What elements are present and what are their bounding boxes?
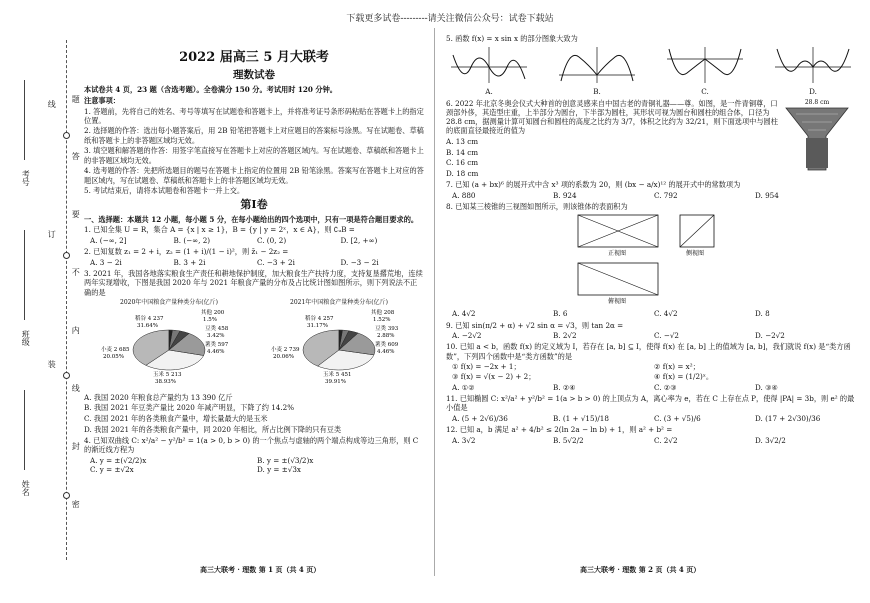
option: D. −3 − 2i — [340, 257, 379, 267]
question-6: 6. 2022 年北京冬奥会仪式大种首的创意灵感来自中国古老的青铜礼器——尊。如图，是一件青铜尊，口颈部外侈，其造型庄重，上半部分为圆台，下半部为圆柱，其形状可视为圆台和圆柱的组合体，口径为 28.8 cm，据测量计算可知圆台和圆柱的高度之比约为 3/7，体积之比约为 32/21，则下面选项中与圆柱的底面直径最接近的值为 — [446, 98, 778, 136]
page-separator — [434, 28, 435, 576]
q2-options — [84, 258, 424, 267]
pie-label: 39.91% — [325, 379, 346, 386]
graph-label: C. — [701, 87, 709, 97]
question-7: 7. 已知 (a + bx)⁶ 的展开式中含 x³ 项的系数为 20，则 (bx − a/x)¹² 的展开式中的常数项为 — [446, 179, 741, 189]
option: B. 5√2/2 — [553, 435, 584, 445]
note-item: 3. 填空题和解答题的作答：用签字笔直接写在答题卡上对应的答题区域内。写在试题卷、草稿纸和答题卡上的非答题区域均无效。 — [84, 146, 424, 165]
seal-char: 密 — [71, 500, 81, 508]
pie-label: 薯类 597 — [205, 342, 229, 349]
binding-hole — [63, 252, 70, 259]
option: C. 4√2 — [654, 309, 678, 319]
seal-char: 不 — [71, 268, 81, 276]
q6-option: A. 13 cm — [446, 137, 479, 147]
binding-hole — [63, 372, 70, 379]
q11-options — [446, 414, 856, 423]
question-4: 4. 已知双曲线 C: x²/a² − y²/b² = 1(a > 0, b > 0) 的一个焦点与虚轴的两个端点构成等边三角形，则 C 的渐近线方程为 — [84, 435, 419, 454]
option: D. −2√2 — [755, 331, 785, 341]
pie-label: 稻谷 4 257 — [305, 316, 334, 323]
option: D. ③④ — [755, 382, 778, 392]
note-item: 4. 选考题的作答：先把所选题目的题号在答题卡上指定的位置用 2B 铅笔涂黑。答案写在答题卡上对应的答题区域内，写在试题卷、草稿纸和答题卡上的非答题区域均无效。 — [84, 166, 424, 185]
name-underline — [24, 390, 25, 470]
option: B. y = ±(√3/2)x — [257, 455, 314, 465]
q1-options — [84, 236, 424, 245]
pie-label: 4.46% — [207, 349, 225, 356]
seal-char: 答 — [71, 152, 81, 160]
option: D. [2, +∞) — [340, 235, 378, 245]
graph-label: B. — [593, 87, 601, 97]
question-9: 9. 已知 sin(π/2 + α) + √2 sin α = √3，则 tan 2α = — [446, 320, 624, 330]
pie-chart-2020 — [89, 299, 249, 391]
name-label: 姓名 — [21, 480, 31, 496]
option: B. ②④ — [553, 382, 576, 392]
option: D. 8 — [755, 309, 770, 319]
q3-option: B. 我国 2021 年豆类产量比 2020 年减产明显，下降了约 14.2% — [84, 403, 295, 413]
pie-label: 豆类 458 — [205, 326, 229, 333]
seal-word: 订 — [47, 230, 57, 238]
pie-title: 2020年中国粮食产量种类分布(亿斤) — [120, 298, 218, 306]
view-label: 正视图 — [608, 250, 627, 258]
pie-label: 4.46% — [377, 349, 395, 356]
class-underline — [24, 230, 25, 320]
pie-label: 2.88% — [377, 333, 395, 340]
question-2: 2. 已知复数 z₁ = 2 + i，z₂ = (1 + i)/(1 − i)²，则 z̄₁ − 2z₂ = — [84, 247, 289, 257]
q4-options — [84, 456, 424, 474]
pie-label: 豆类 393 — [375, 326, 399, 333]
graph-label: A. — [485, 87, 493, 97]
notes-title: 注意事项： — [84, 95, 120, 105]
seal-word: 装 — [47, 360, 57, 368]
pie-svg-2020 — [89, 306, 249, 388]
graph-a — [449, 45, 529, 85]
page-two — [446, 34, 856, 447]
option: C. 2√2 — [654, 435, 678, 445]
option: B. 6 — [553, 309, 568, 319]
option: A. 3√2 — [452, 435, 476, 445]
pie-label: 38.93% — [155, 379, 176, 386]
function-item: ① f(x) = −2x + 1； — [452, 362, 521, 372]
view-label: 侧视图 — [686, 250, 705, 258]
id-label: 考号 — [21, 170, 31, 186]
pie-label: 小麦 2 685 — [101, 347, 130, 354]
graph-option — [446, 45, 532, 96]
pie-label: 玉米 5 213 — [153, 372, 182, 379]
pie-chart-2021 — [259, 299, 419, 391]
q9-options — [446, 331, 856, 340]
section-title: 第Ⅰ卷 — [240, 198, 268, 212]
pie-label: 小麦 2 739 — [271, 347, 300, 354]
option: A. (5 + 2√6)/36 — [452, 413, 508, 423]
graph-d — [773, 45, 853, 85]
function-item: ② f(x) = x²； — [654, 362, 700, 372]
question-12: 12. 已知 a，b 满足 a² + 4/b² ≤ 2(ln 2a − ln b) + 1，则 a² + b² = — [446, 425, 673, 435]
seal-char: 封 — [71, 442, 81, 450]
graph-option — [662, 45, 748, 96]
pie-charts — [84, 299, 424, 391]
note-item: 1. 答题前，先将自己的姓名、考号等填写在试题卷和答题卡上，并将准考证号条形码粘贴在答题卡上的指定位置。 — [84, 106, 424, 125]
option: B. (−∞, 2) — [173, 235, 211, 245]
exam-subtitle: 理数试卷 — [233, 68, 275, 81]
question-8: 8. 已知某三棱锥的三视图如图所示，则该锥体的表面积为 — [446, 201, 628, 211]
option: A. 4√2 — [452, 309, 476, 319]
q6-option: B. 14 cm — [446, 147, 479, 157]
three-views — [576, 213, 856, 307]
option: B. (1 + √15)/18 — [553, 413, 609, 423]
graph-c — [665, 45, 745, 85]
function-item: ③ f(x) = √(x − 2) + 2； — [452, 371, 536, 381]
question-5: 5. 函数 f(x) = x sin x 的部分图象大致为 — [446, 34, 578, 43]
option: C. −√2 — [654, 331, 679, 341]
page-one — [84, 46, 424, 476]
pie-label: 20.06% — [273, 354, 294, 361]
q10-functions — [446, 362, 856, 380]
option: C. 792 — [654, 190, 678, 200]
bronze-vessel-figure — [778, 99, 856, 180]
option: C. y = ±√2x — [90, 464, 134, 474]
graph-option — [770, 45, 856, 96]
pie-label: 其他 208 — [371, 310, 395, 317]
binding-margin — [4, 40, 80, 560]
graph-label: D. — [809, 87, 817, 97]
q8-options — [446, 309, 856, 318]
pie-label: 31.64% — [137, 323, 158, 330]
option: C. ②③ — [654, 382, 677, 392]
q3-option: D. 我国 2021 年的各类粮食产量中，同 2020 年相比，所占比例下降的只有豆类 — [84, 424, 342, 434]
pie-label: 玉米 5 451 — [323, 372, 352, 379]
question-11: 11. 已知椭圆 C: x²/a² + y²/b² = 1(a > b > 0) 的上顶点为 A，离心率为 e，若在 C 上存在点 P，使得 |PA| = 3b，则 e² 的最小值是 — [446, 394, 855, 413]
q12-options — [446, 436, 856, 445]
vessel-diameter-label: 28.8 cm — [804, 98, 830, 106]
q3-option: C. 我国 2021 年的各类粮食产量中，增长量最大的是玉米 — [84, 414, 268, 424]
pie-label: 20.05% — [103, 354, 124, 361]
exam-intro: 本试卷共 4 页，23 题（含选考题）。全卷满分 150 分。考试用时 120 分钟。 — [84, 85, 337, 95]
three-views-svg — [576, 213, 746, 305]
option: A. (−∞, 2] — [90, 235, 127, 245]
question-6-block — [446, 99, 856, 180]
q6-option: D. 18 cm — [446, 169, 479, 179]
option: D. 3√2/2 — [755, 435, 786, 445]
seal-char: 要 — [71, 210, 81, 218]
cut-line — [66, 40, 67, 560]
option: A. 3 − 2i — [90, 257, 122, 267]
q5-graphs — [446, 45, 856, 96]
view-label: 俯视图 — [608, 298, 627, 306]
option: B. 3 + 2i — [173, 257, 206, 267]
section-instruction: 一、选择题：本题共 12 小题，每小题 5 分，在每小题给出的四个选项中，只有一项是符合题目要求的。 — [84, 214, 419, 224]
pie-label: 薯类 609 — [375, 342, 399, 349]
pie-label: 31.17% — [307, 323, 328, 330]
pie-svg-2021 — [259, 306, 419, 388]
seal-char: 线 — [71, 384, 81, 392]
option: B. 2√2 — [553, 331, 577, 341]
option: C. (0, 2) — [257, 235, 287, 245]
id-underline — [24, 80, 25, 160]
bronze-vessel-image — [782, 106, 852, 174]
graph-b — [557, 45, 637, 85]
class-label: 班级 — [21, 330, 31, 346]
question-3: 3. 2021 年，我国各地落实粮食生产责任和耕地保护制度，加大粮食生产扶持力度，支持复垦撂荒地，连续两年实现增收，下图是我国 2020 年与 2021 年粮食产量的分布及占比统计图如图所示，则下列说法不正确的是 — [84, 269, 423, 297]
note-item: 2. 选择题的作答：选出每小题答案后，用 2B 铅笔把答题卡上对应题目的答案标号涂黑。写在试题卷、草稿纸和答题卡上的非答题区域均无效。 — [84, 126, 424, 145]
exam-title: 2022 届高三 5 月大联考 — [179, 50, 329, 65]
question-6-text — [446, 99, 778, 180]
pie-label: 1.5% — [203, 317, 217, 324]
q6-option: C. 16 cm — [446, 158, 479, 168]
seal-char: 内 — [71, 326, 81, 334]
option: D. (17 + 2√30)/36 — [755, 413, 821, 423]
pie-label: 其他 200 — [201, 310, 225, 317]
option: C. (3 + √5)/6 — [654, 413, 701, 423]
seal-char: 题 — [71, 95, 81, 103]
pie-label: 稻谷 4 237 — [135, 316, 164, 323]
option: C. −3 + 2i — [257, 257, 295, 267]
q3-option: A. 我国 2020 年粮食总产量约为 13 390 亿斤 — [84, 392, 233, 402]
seal-word: 线 — [47, 100, 57, 108]
graph-option — [554, 45, 640, 96]
option: A. 880 — [452, 190, 476, 200]
option: A. −2√2 — [452, 331, 482, 341]
binding-hole — [63, 132, 70, 139]
option: A. y = ±(√2/2)x — [90, 455, 147, 465]
q10-options — [446, 383, 856, 392]
option: B. 924 — [553, 190, 577, 200]
note-item: 5. 考试结束后，请将本试题卷和答题卡一并上交。 — [84, 186, 245, 196]
pie-label: 3.42% — [207, 333, 225, 340]
option: D. y = ±√3x — [257, 464, 301, 474]
function-item: ④ f(x) = (1/2)ˣ。 — [654, 371, 714, 381]
q7-options — [446, 191, 856, 200]
pie-title: 2021年中国粮食产量种类分布(亿斤) — [290, 298, 388, 306]
page-one-footer: 高三大联考 · 理数 第 1 页（共 4 页） — [200, 565, 321, 574]
option: A. ①② — [452, 382, 475, 392]
option: D. 954 — [755, 190, 779, 200]
question-1: 1. 已知全集 U = R，集合 A = {x | x ≥ 1}，B = {y | y = 2ˣ，x ∈ A}，则 ∁ᵤB = — [84, 225, 355, 235]
pie-label: 1.52% — [373, 317, 391, 324]
question-10: 10. 已知 a < b，函数 f(x) 的定义域为 I，若存在 [a, b] ⊆ I，使得 f(x) 在 [a, b] 上的值域为 [a, b]，我们就说 f(x) 是“类方函数”，下列四个函数中是“类方函数”的是 — [446, 342, 851, 361]
binding-hole — [63, 492, 70, 499]
top-notice: 下载更多试卷---------请关注微信公众号：试卷下载站 — [346, 14, 554, 24]
page-two-footer: 高三大联考 · 理数 第 2 页（共 4 页） — [580, 565, 701, 574]
